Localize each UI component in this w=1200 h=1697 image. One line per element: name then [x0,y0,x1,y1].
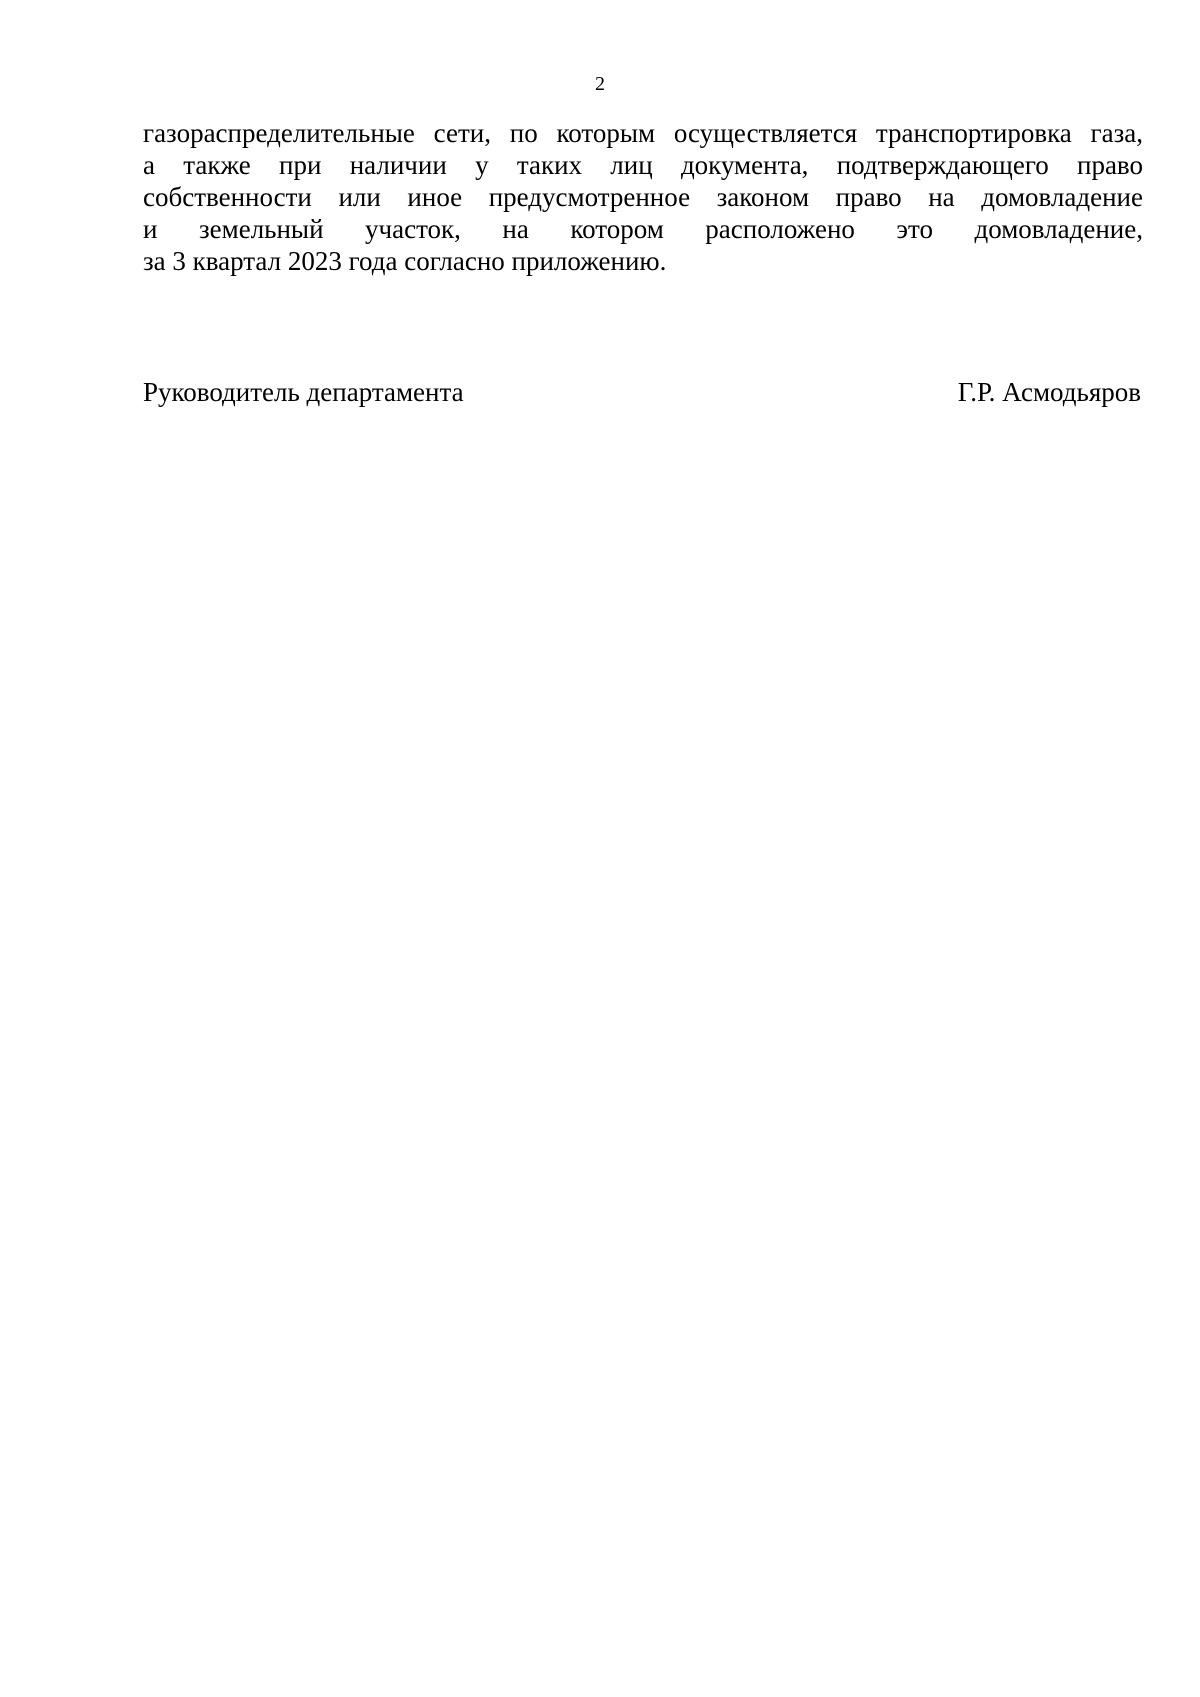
body-paragraph [143,117,1143,277]
paragraph-line: и земельный участок, на котором расположено это домовладение, [143,214,1143,244]
paragraph-line: а также при наличии у таких лиц документа, подтверждающего право [143,150,1143,180]
paragraph-line: газораспределительные сети, по которым осуществляется транспортировка газа, [143,118,1143,148]
signatory-name: Г.Р. Асмодьяров [957,377,1141,407]
paragraph-line: собственности или иное предусмотренное законом право на домовладение [143,182,1143,212]
signatory-title: Руководитель департамента [143,377,464,407]
signature-block [143,376,1141,408]
paragraph-line: за 3 квартал 2023 года согласно приложению. [143,246,667,276]
page-number: 2 [595,73,605,95]
